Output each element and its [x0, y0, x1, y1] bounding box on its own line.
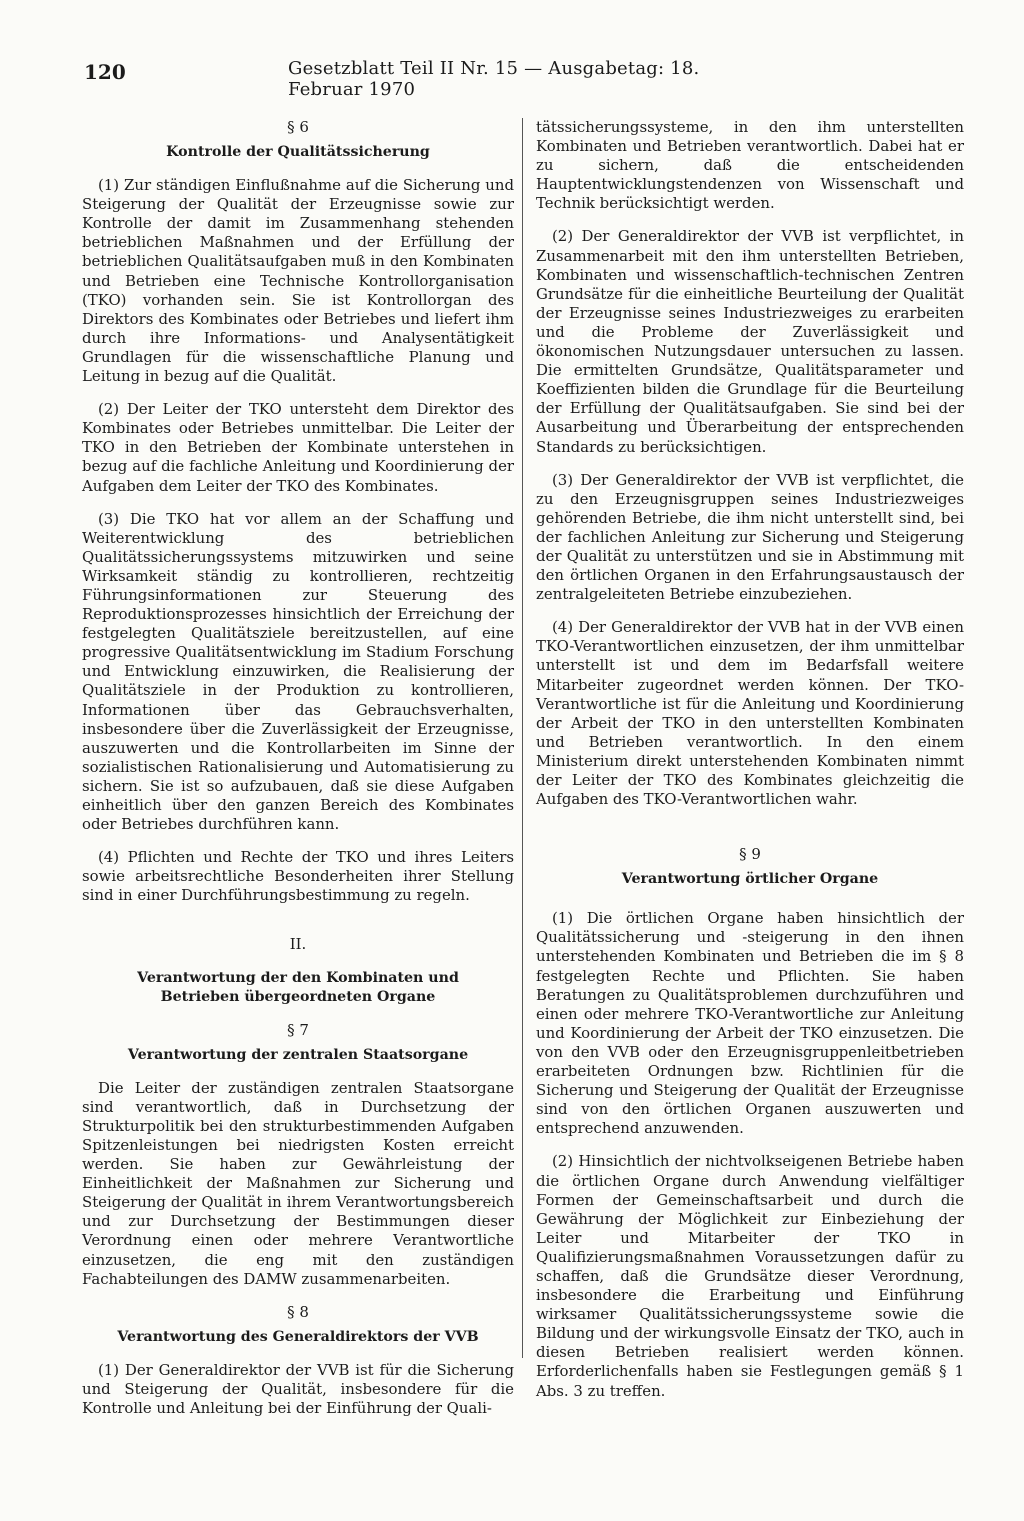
right-column: [536, 118, 964, 1415]
section-9-title: Verantwortung örtlicher Organe: [621, 871, 879, 888]
part-number: II.: [289, 935, 307, 954]
section-9-paragraph-1: (1) Die örtlichen Organe haben hinsichtlich der Qualitätssicherung und -steigerung in den ihnen unterstehenden Kombinaten und Betrieben die im § 8 festgelegten Rechte und Pflichten. Sie haben Beratungen zu Qualitätsproblemen durchzuführen und einen oder mehrere TKO-Verantwortliche zur Anleitung und Koordinierung der Arbeit der TKO einzusetzen. Die von den VVB oder den Erzeugnisgruppenleitbetrieben erarbeiteten Ordnungen bzw. Richtlinien für die Sicherung und Steigerung der Qualität der Erzeugnisse sind von den örtlichen Organen auszuwerten und entsprechend anzuwenden.: [536, 909, 964, 1138]
section-8-paragraph-3: (3) Der Generaldirektor der VVB ist verpflichtet, die zu den Erzeugnisgruppen seines Industriezweiges gehörenden Betriebe, die ihm nicht unterstellt sind, bei der fachlichen Anleitung zur Sicherung und Steigerung der Qualität zu unterstützen und sie in Abstimmung mit den örtlichen Organen in den Erfahrungsaustausch der zentralgeleiteten Betriebe einzubeziehen.: [536, 470, 964, 604]
section-6-paragraph-1: (1) Zur ständigen Einflußnahme auf die Sicherung und Steigerung der Qualität der Erzeugnisse sowie zur Kontrolle der damit im Zusammenhang stehenden betrieblichen Maßnahmen und der Erfüllung der betrieblichen Qualitätsaufgaben muß in den Kombinaten und Betrieben eine Technische Kontrollorganisation (TKO) vorhanden sein. Sie ist Kontrollorgan des Direktors des Kombinates oder Betriebes und liefert ihm durch ihre Informations- und Analysentätigkeit Grundlagen für die wissenschaftliche Planung und Leitung in bezug auf die Qualität.: [82, 176, 514, 386]
section-6-paragraph-3: (3) Die TKO hat vor allem an der Schaffung und Weiterentwicklung des betrieblichen Qualitätssicherungssystems mitzuwirken und seine Wirksamkeit ständig zu kontrollieren, rechtzeitig Führungsinformationen zur Steuerung des Reproduktionsprozesses hinsichtlich der Erreichung der festgelegten Qualitätsziele bereitzustellen, auf eine progressive Qualitätsentwicklung im Stadium Forschung und Entwicklung einzuwirken, die Realisierung der Qualitätsziele in der Produktion zu kontrollieren, Informationen über das Gebrauchsverhalten, insbesondere über die Zuverlässigkeit der Erzeugnisse, auszuwerten und die Kontrollarbeiten im Sinne der sozialistischen Rationalisierung und Automatisierung zu sichern. Sie ist so aufzubauen, daß sie diese Aufgaben einheitlich über den ganzen Bereich des Kombinates oder Betriebes durchführen kann.: [82, 509, 514, 834]
section-6-title: Kontrolle der Qualitätssicherung: [166, 144, 430, 161]
section-8-mark: § 8: [287, 1302, 309, 1321]
section-8-paragraph-4: (4) Der Generaldirektor der VVB hat in der VVB einen TKO-Verantwortlichen einzusetzen, der ihm unmittelbar unterstellt ist und dem im Bedarfsfall weitere Mitarbeiter zugeordnet werden können. Der TKO-Verantwortliche ist für die Anleitung und Koordinierung der Arbeit der TKO in den unterstellten Kombinaten und Betrieben verantwortlich. In den einem Ministerium direkt unterstehenden Kombinaten nimmt der Leiter der TKO des Kombinates gleichzeitig die Aufgaben des TKO-Verantwortlichen wahr.: [536, 618, 964, 809]
section-9-mark: § 9: [739, 845, 761, 864]
column-divider: [522, 118, 523, 1358]
page-number: 120: [84, 60, 126, 84]
section-7-title: Verantwortung der zentralen Staatsorgane: [127, 1046, 469, 1063]
page-header: [84, 58, 764, 100]
section-8-paragraph-1: (1) Der Generaldirektor der VVB ist für die Sicherung und Steigerung der Qualität, insbesondere für die Kontrolle und Anleitung bei der Einführung der Quali-: [82, 1360, 514, 1417]
section-6-mark: § 6: [287, 118, 309, 136]
section-9-paragraph-2: (2) Hinsichtlich der nichtvolkseigenen Betriebe haben die örtlichen Organe durch Anwendung vielfältiger Formen der Gemeinschaftsarbeit und durch die Gewährung der Möglichkeit zur Einbeziehung der Leiter und Mitarbeiter der TKO in Qualifizierungsmaßnahmen Voraussetzungen dafür zu schaffen, daß die Grundsätze dieser Verordnung, insbesondere die Erarbeitung und Einführung wirksamer Qualitätssicherungssysteme sowie die Bildung und der wirkungsvolle Einsatz der TKO, auch in diesen Betrieben realisiert werden können. Erforderlichenfalls haben sie Festlegungen gemäß § 1 Abs. 3 zu treffen.: [536, 1152, 964, 1400]
part-title: Verantwortung der den Kombinaten und Betrieben übergeordneten Organe: [137, 969, 459, 1005]
section-8-paragraph-1-continued: tätssicherungssysteme, in den ihm unterstellten Kombinaten und Betrieben verantwortlich. Dabei hat er zu sichern, daß die entscheidenden Hauptentwicklungstendenzen von Wissenschaft und Technik berücksichtigt werden.: [536, 118, 964, 213]
section-7-paragraph-1: Die Leiter der zuständigen zentralen Staatsorgane sind verantwortlich, daß in Durchsetzung der Strukturpolitik bei den strukturbestimmenden Aufgaben Spitzenleistungen bei niedrigsten Kosten erreicht werden. Sie haben zur Gewährleistung der Einheitlichkeit der Maßnahmen zur Sicherung und Steigerung der Qualität in ihrem Verantwortungsbereich und zur Durchsetzung der Bestimmungen dieser Verordnung einen oder mehrere Verantwortliche einzusetzen, die eng mit den zuständigen Fachabteilungen des DAMW zusammenarbeiten.: [82, 1078, 514, 1288]
section-6-paragraph-4: (4) Pflichten und Rechte der TKO und ihres Leiters sowie arbeitsrechtliche Besonderheiten ihrer Stellung sind in einer Durchführungsbestimmung zu regeln.: [82, 848, 514, 905]
section-8-title: Verantwortung des Generaldirektors der VVB: [117, 1328, 479, 1345]
section-8-paragraph-2: (2) Der Generaldirektor der VVB ist verpflichtet, in Zusammenarbeit mit den ihm unterstellten Betrieben, Kombinaten und wissenschaftlich-technischen Zentren Grundsätze für die einheitliche Beurteilung der Qualität der Erzeugnisse seines Industriezweiges zu erarbeiten und die Probleme der Zuverlässigkeit und ökonomischen Nutzungsdauer untersuchen zu lassen. Die ermittelten Grundsätze, Qualitätsparameter und Koeffizienten bilden die Grundlage für die Beurteilung der Erfüllung der Qualitätsaufgaben. Sie sind bei der Ausarbeitung und Überarbeitung der entsprechenden Standards zu berücksichtigen.: [536, 227, 964, 456]
running-head: Gesetzblatt Teil II Nr. 15 — Ausgabetag: 18. Februar 1970: [288, 58, 700, 100]
section-7-mark: § 7: [287, 1020, 309, 1039]
left-column: [82, 118, 514, 1432]
section-6-paragraph-2: (2) Der Leiter der TKO untersteht dem Direktor des Kombinates oder Betriebes unmittelbar. Die Leiter der TKO in den Betrieben der Kombinate unterstehen in bezug auf die fachliche Anleitung und Koordinierung der Aufgaben dem Leiter der TKO des Kombinates.: [82, 400, 514, 495]
